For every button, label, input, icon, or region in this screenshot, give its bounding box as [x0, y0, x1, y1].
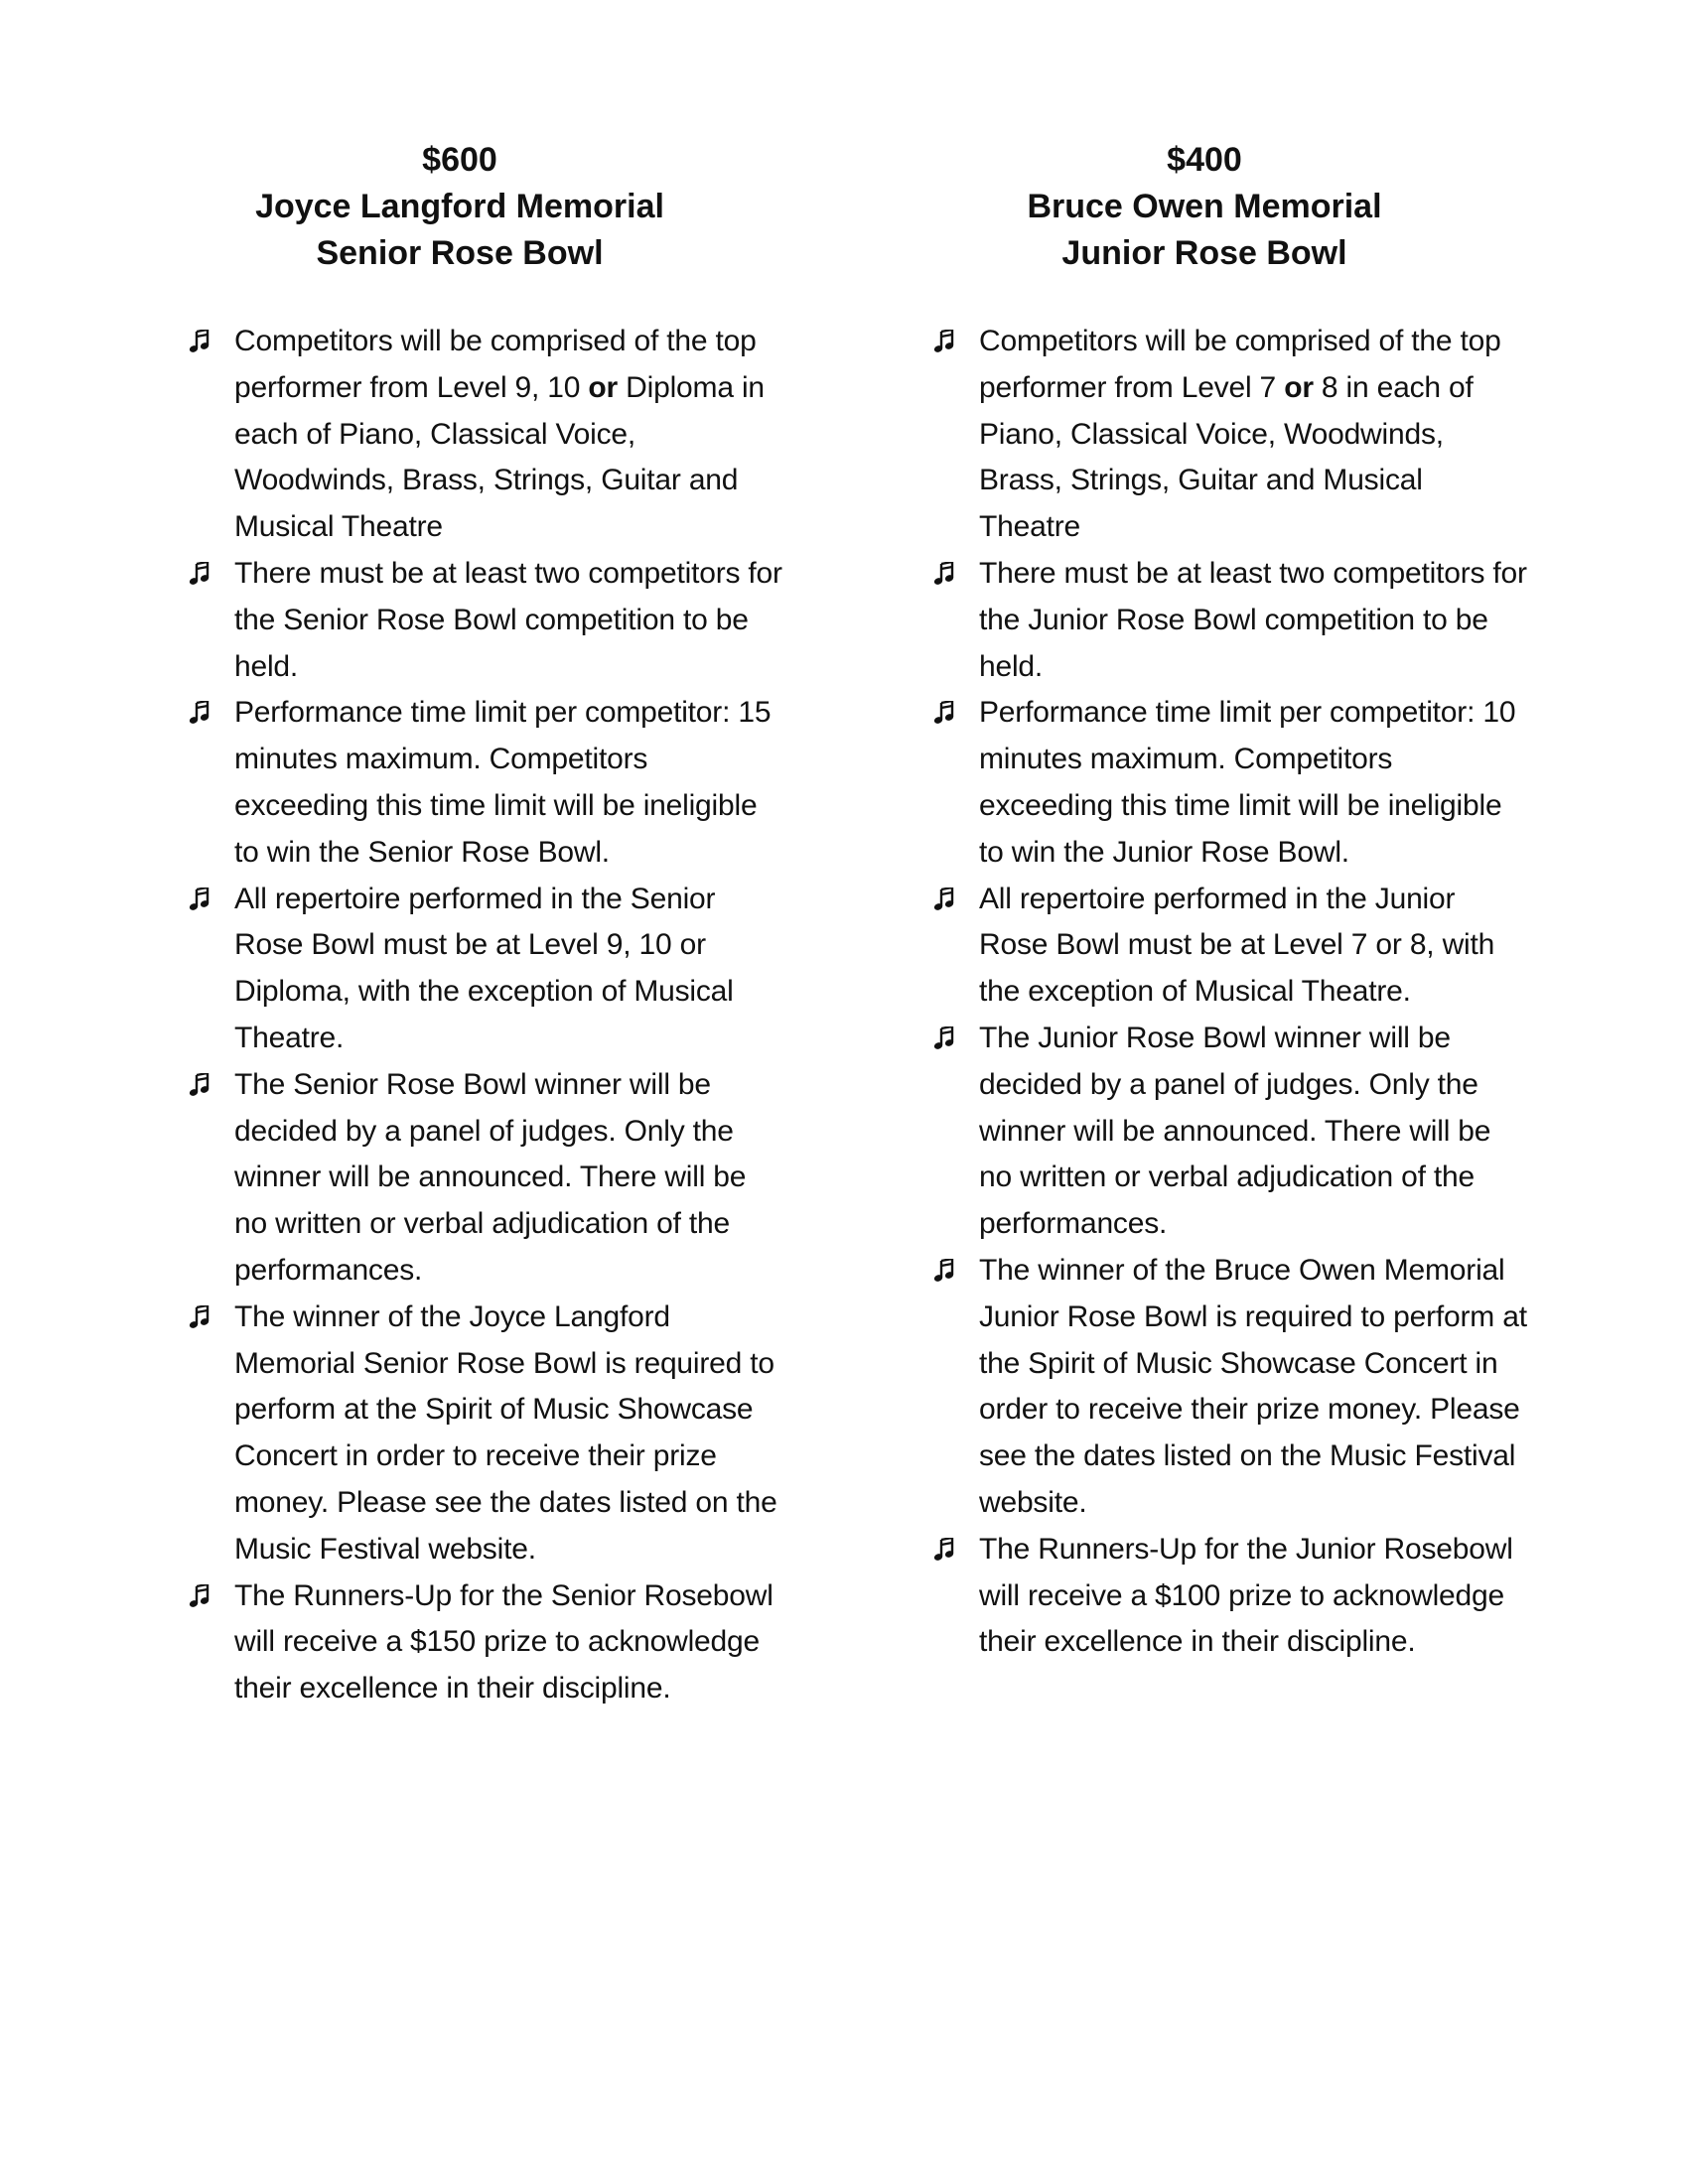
list-item: Competitors will be comprised of the top performer from Level 7 or 8 in each of Piano, Classical Voice, Woodwinds, Brass, Strings, Guitar and Musical Theatre	[931, 319, 1527, 551]
music-note-icon	[187, 1062, 211, 1109]
junior-award-title-line1: Bruce Owen Memorial	[1027, 188, 1382, 225]
list-item: The Runners-Up for the Senior Rosebowl will receive a $150 prize to acknowledge their excellence in their discipline.	[187, 1573, 782, 1712]
music-note-icon	[187, 877, 211, 923]
music-note-icon	[187, 1295, 211, 1341]
senior-rose-bowl-column	[187, 137, 782, 1712]
music-note-icon	[931, 319, 955, 365]
music-note-icon	[187, 1573, 211, 1620]
music-note-icon	[931, 1527, 955, 1573]
list-item: The Junior Rose Bowl winner will be decided by a panel of judges. Only the winner will be announced. There will be no written or verbal adjudication of the performances.	[931, 1016, 1527, 1248]
list-item: The Runners-Up for the Junior Rosebowl will receive a $100 prize to acknowledge their excellence in their discipline.	[931, 1527, 1527, 1666]
list-item: Competitors will be comprised of the top performer from Level 9, 10 or Diploma in each of Piano, Classical Voice, Woodwinds, Brass, Strings, Guitar and Musical Theatre	[187, 319, 782, 551]
senior-prize-amount: $600	[422, 141, 497, 179]
senior-award-title-line2: Senior Rose Bowl	[316, 234, 604, 272]
list-item: All repertoire performed in the Senior Rose Bowl must be at Level 9, 10 or Diploma, with the exception of Musical Theatre.	[187, 877, 782, 1062]
music-note-icon	[931, 690, 955, 737]
list-item: The winner of the Joyce Langford Memorial Senior Rose Bowl is required to perform at the Spirit of Music Showcase Concert in order to receive their prize money. Please see the dates listed on the Music Festival website.	[187, 1295, 782, 1573]
music-note-icon	[931, 877, 955, 923]
list-item: Performance time limit per competitor: 10 minutes maximum. Competitors exceeding this time limit will be ineligible to win the Junior Rose Bowl.	[931, 690, 1527, 876]
list-item: All repertoire performed in the Junior Rose Bowl must be at Level 7 or 8, with the exception of Musical Theatre.	[931, 877, 1527, 1016]
music-note-icon	[187, 551, 211, 598]
music-note-icon	[187, 319, 211, 365]
junior-prize-amount: $400	[1167, 141, 1242, 179]
list-item: There must be at least two competitors for the Junior Rose Bowl competition to be held.	[931, 551, 1527, 690]
junior-rules-list	[931, 319, 1527, 1666]
senior-rules-list	[187, 319, 782, 1712]
list-item: There must be at least two competitors for the Senior Rose Bowl competition to be held.	[187, 551, 782, 690]
music-note-icon	[931, 1016, 955, 1062]
music-note-icon	[931, 1248, 955, 1295]
junior-award-title-line2: Junior Rose Bowl	[1061, 234, 1347, 272]
junior-rose-bowl-heading	[931, 137, 1477, 277]
music-note-icon	[187, 690, 211, 737]
list-item: The Senior Rose Bowl winner will be decided by a panel of judges. Only the winner will be announced. There will be no written or verbal adjudication of the performances.	[187, 1062, 782, 1295]
senior-rose-bowl-heading	[187, 137, 733, 277]
music-note-icon	[931, 551, 955, 598]
list-item: Performance time limit per competitor: 15 minutes maximum. Competitors exceeding this time limit will be ineligible to win the Senior Rose Bowl.	[187, 690, 782, 876]
list-item: The winner of the Bruce Owen Memorial Junior Rose Bowl is required to perform at the Spirit of Music Showcase Concert in order to receive their prize money. Please see the dates listed on the Music Festival website.	[931, 1248, 1527, 1527]
junior-rose-bowl-column	[931, 137, 1527, 1666]
senior-award-title-line1: Joyce Langford Memorial	[255, 188, 664, 225]
